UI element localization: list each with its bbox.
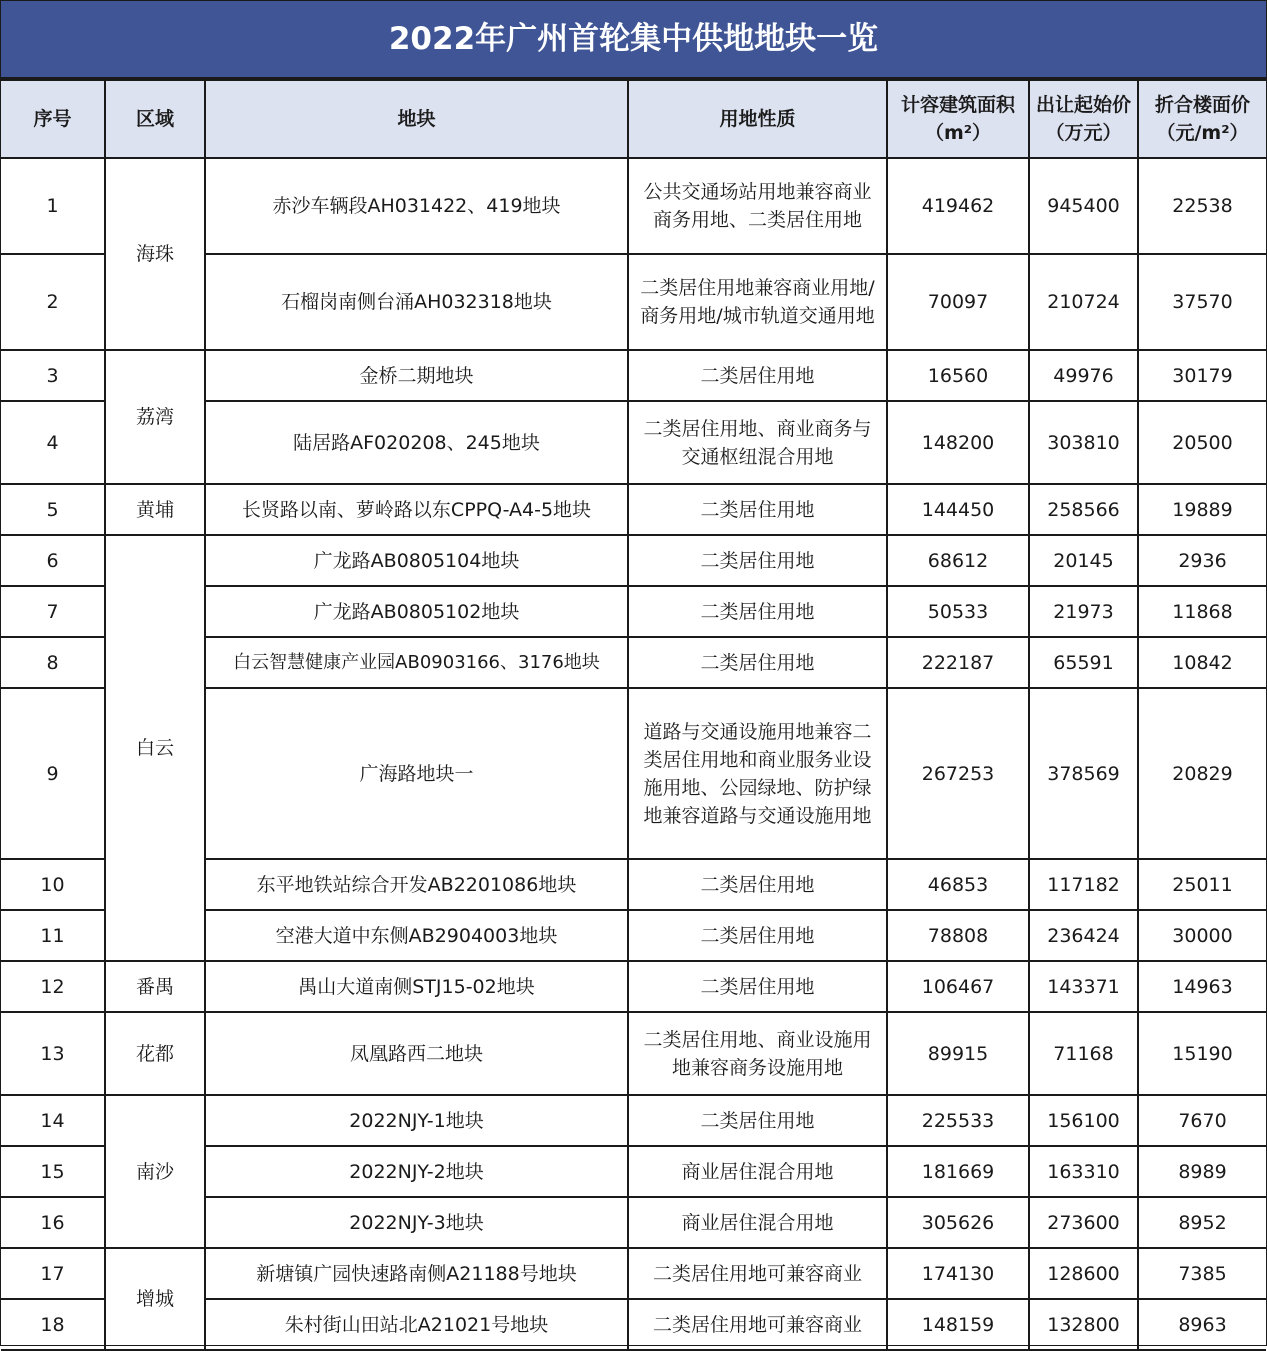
land-use-line: 二类居住用地可兼容商业 bbox=[652, 1262, 862, 1285]
cell-floor-price: 8989 bbox=[1138, 1146, 1266, 1197]
table-row bbox=[1, 535, 1266, 586]
land-use-line: 二类居住用地 bbox=[700, 975, 815, 998]
cell-no: 16 bbox=[1, 1197, 105, 1248]
cell-land-use bbox=[628, 535, 887, 586]
cell-start-price: 163310 bbox=[1029, 1146, 1138, 1197]
land-use-line: 二类居住用地可兼容商业 bbox=[652, 1313, 862, 1336]
land-use-line: 二类居住用地、商业商务与 bbox=[643, 417, 872, 440]
cell-area: 267253 bbox=[887, 688, 1029, 859]
cell-floor-price: 10842 bbox=[1138, 637, 1266, 688]
cell-no: 9 bbox=[1, 688, 105, 859]
cell-floor-price: 22538 bbox=[1138, 158, 1266, 254]
table-row bbox=[1, 158, 1266, 254]
cell-start-price: 945400 bbox=[1029, 158, 1138, 254]
land-use-line: 二类居住用地 bbox=[700, 600, 815, 623]
cell-parcel: 2022NJY-1地块 bbox=[205, 1095, 628, 1146]
cell-area: 305626 bbox=[887, 1197, 1029, 1248]
cell-floor-price: 7385 bbox=[1138, 1248, 1266, 1299]
land-use-line: 二类居住用地 bbox=[700, 873, 815, 896]
header-parcel: 地块 bbox=[205, 80, 628, 158]
cell-parcel: 广龙路AB0805104地块 bbox=[205, 535, 628, 586]
header-floor-price bbox=[1138, 80, 1266, 158]
cell-start-price: 378569 bbox=[1029, 688, 1138, 859]
cell-area: 419462 bbox=[887, 158, 1029, 254]
cell-floor-price: 8963 bbox=[1138, 1299, 1266, 1350]
cell-parcel: 广龙路AB0805102地块 bbox=[205, 586, 628, 637]
cell-parcel: 白云智慧健康产业园AB0903166、3176地块 bbox=[205, 637, 628, 688]
cell-area: 46853 bbox=[887, 859, 1029, 910]
table-row bbox=[1, 484, 1266, 535]
cell-floor-price: 8952 bbox=[1138, 1197, 1266, 1248]
header-price bbox=[1029, 80, 1138, 158]
cell-start-price: 258566 bbox=[1029, 484, 1138, 535]
cell-area: 16560 bbox=[887, 350, 1029, 401]
land-use-line: 二类居住用地 bbox=[700, 924, 815, 947]
cell-no: 4 bbox=[1, 401, 105, 484]
cell-start-price: 273600 bbox=[1029, 1197, 1138, 1248]
cell-floor-price: 37570 bbox=[1138, 254, 1266, 350]
cell-no: 15 bbox=[1, 1146, 105, 1197]
cell-no: 13 bbox=[1, 1012, 105, 1095]
cell-start-price: 117182 bbox=[1029, 859, 1138, 910]
cell-parcel: 新塘镇广园快速路南侧A21188号地块 bbox=[205, 1248, 628, 1299]
cell-area: 89915 bbox=[887, 1012, 1029, 1095]
cell-land-use bbox=[628, 1299, 887, 1350]
land-use-line: 施用地、公园绿地、防护绿 bbox=[643, 776, 872, 799]
cell-district: 花都 bbox=[105, 1012, 205, 1095]
cell-land-use bbox=[628, 350, 887, 401]
cell-start-price: 20145 bbox=[1029, 535, 1138, 586]
cell-floor-price: 20829 bbox=[1138, 688, 1266, 859]
cell-no: 17 bbox=[1, 1248, 105, 1299]
cell-area: 78808 bbox=[887, 910, 1029, 961]
cell-start-price: 49976 bbox=[1029, 350, 1138, 401]
cell-floor-price: 7670 bbox=[1138, 1095, 1266, 1146]
cell-no: 8 bbox=[1, 637, 105, 688]
land-use-line: 二类居住用地 bbox=[700, 549, 815, 572]
cell-land-use bbox=[628, 254, 887, 350]
header-floor-line2: （元/m²） bbox=[1156, 122, 1249, 144]
cell-land-use bbox=[628, 586, 887, 637]
cell-district: 白云 bbox=[105, 535, 205, 961]
header-floor-line1: 折合楼面价 bbox=[1154, 94, 1250, 116]
cell-start-price: 65591 bbox=[1029, 637, 1138, 688]
land-use-line: 二类居住用地 bbox=[700, 1109, 815, 1132]
land-use-line: 道路与交通设施用地兼容二 bbox=[643, 720, 872, 743]
land-use-line: 二类居住用地兼容商业用地/ bbox=[640, 277, 875, 299]
cell-no: 14 bbox=[1, 1095, 105, 1146]
land-use-line: 商务用地、二类居住用地 bbox=[652, 209, 862, 231]
cell-floor-price: 25011 bbox=[1138, 859, 1266, 910]
cell-no: 12 bbox=[1, 961, 105, 1012]
cell-no: 18 bbox=[1, 1299, 105, 1350]
header-area-line1: 计容建筑面积 bbox=[900, 94, 1015, 116]
cell-parcel: 广海路地块一 bbox=[205, 688, 628, 859]
header-district: 区域 bbox=[105, 80, 205, 158]
cell-start-price: 132800 bbox=[1029, 1299, 1138, 1350]
cell-area: 144450 bbox=[887, 484, 1029, 535]
header-use: 用地性质 bbox=[628, 80, 887, 158]
cell-no: 10 bbox=[1, 859, 105, 910]
land-use-line: 类居住用地和商业服务业设 bbox=[643, 748, 872, 771]
cell-start-price: 210724 bbox=[1029, 254, 1138, 350]
cell-parcel: 金桥二期地块 bbox=[205, 350, 628, 401]
cell-land-use bbox=[628, 910, 887, 961]
cell-floor-price: 30179 bbox=[1138, 350, 1266, 401]
cell-start-price: 143371 bbox=[1029, 961, 1138, 1012]
cell-district: 荔湾 bbox=[105, 350, 205, 484]
cell-area: 174130 bbox=[887, 1248, 1029, 1299]
cell-no: 6 bbox=[1, 535, 105, 586]
table-title: 2022年广州首轮集中供地地块一览 bbox=[1, 1, 1266, 79]
cell-parcel: 陆居路AF020208、245地块 bbox=[205, 401, 628, 484]
cell-land-use bbox=[628, 859, 887, 910]
cell-start-price: 303810 bbox=[1029, 401, 1138, 484]
cell-no: 2 bbox=[1, 254, 105, 350]
cell-area: 181669 bbox=[887, 1146, 1029, 1197]
land-use-line: 商业居住混合用地 bbox=[681, 1160, 834, 1183]
cell-parcel: 2022NJY-3地块 bbox=[205, 1197, 628, 1248]
header-price-line1: 出让起始价 bbox=[1035, 94, 1131, 116]
cell-land-use bbox=[628, 688, 887, 859]
cell-floor-price: 2936 bbox=[1138, 535, 1266, 586]
cell-start-price: 236424 bbox=[1029, 910, 1138, 961]
cell-no: 7 bbox=[1, 586, 105, 637]
cell-district: 海珠 bbox=[105, 158, 205, 350]
cell-parcel: 石榴岗南侧台涌AH032318地块 bbox=[205, 254, 628, 350]
cell-area: 70097 bbox=[887, 254, 1029, 350]
cell-land-use bbox=[628, 484, 887, 535]
cell-district: 增城 bbox=[105, 1248, 205, 1350]
land-use-line: 商业居住混合用地 bbox=[681, 1211, 834, 1234]
cell-land-use bbox=[628, 1095, 887, 1146]
cell-land-use bbox=[628, 961, 887, 1012]
land-use-line: 二类居住用地 bbox=[700, 498, 815, 521]
cell-no: 1 bbox=[1, 158, 105, 254]
cell-area: 225533 bbox=[887, 1095, 1029, 1146]
cell-area: 106467 bbox=[887, 961, 1029, 1012]
land-use-line: 交通枢纽混合用地 bbox=[681, 445, 834, 468]
cell-no: 5 bbox=[1, 484, 105, 535]
cell-parcel: 朱村街山田站北A21021号地块 bbox=[205, 1299, 628, 1350]
cell-floor-price: 20500 bbox=[1138, 401, 1266, 484]
cell-area: 148200 bbox=[887, 401, 1029, 484]
land-use-line: 二类居住用地、商业设施用 bbox=[643, 1028, 872, 1051]
table-row bbox=[1, 1095, 1266, 1146]
cell-area: 50533 bbox=[887, 586, 1029, 637]
cell-land-use bbox=[628, 158, 887, 254]
land-use-line: 地兼容道路与交通设施用地 bbox=[643, 804, 872, 827]
cell-area: 222187 bbox=[887, 637, 1029, 688]
table-row bbox=[1, 1012, 1266, 1095]
cell-parcel: 禺山大道南侧STJ15-02地块 bbox=[205, 961, 628, 1012]
header-no: 序号 bbox=[1, 80, 105, 158]
header-area-line2: （m²） bbox=[924, 122, 992, 144]
land-use-line: 二类居住用地 bbox=[700, 364, 815, 387]
land-use-line: 二类居住用地 bbox=[700, 651, 815, 674]
cell-parcel: 2022NJY-2地块 bbox=[205, 1146, 628, 1197]
land-use-line: 公共交通场站用地兼容商业 bbox=[643, 181, 872, 203]
cell-land-use bbox=[628, 1012, 887, 1095]
cell-district: 番禺 bbox=[105, 961, 205, 1012]
cell-start-price: 21973 bbox=[1029, 586, 1138, 637]
cell-no: 11 bbox=[1, 910, 105, 961]
cell-parcel: 长贤路以南、萝岭路以东CPPQ-A4-5地块 bbox=[205, 484, 628, 535]
table-body bbox=[1, 158, 1266, 1350]
cell-parcel: 东平地铁站综合开发AB2201086地块 bbox=[205, 859, 628, 910]
cell-start-price: 156100 bbox=[1029, 1095, 1138, 1146]
land-parcel-table bbox=[1, 79, 1266, 1351]
cell-land-use bbox=[628, 1197, 887, 1248]
cell-floor-price: 14963 bbox=[1138, 961, 1266, 1012]
cell-parcel: 凤凰路西二地块 bbox=[205, 1012, 628, 1095]
land-use-line: 地兼容商务设施用地 bbox=[671, 1056, 843, 1079]
cell-land-use bbox=[628, 1146, 887, 1197]
cell-parcel: 赤沙车辆段AH031422、419地块 bbox=[205, 158, 628, 254]
cell-district: 黄埔 bbox=[105, 484, 205, 535]
header-area bbox=[887, 80, 1029, 158]
header-price-line2: （万元） bbox=[1045, 122, 1122, 144]
cell-land-use bbox=[628, 637, 887, 688]
table-row bbox=[1, 1248, 1266, 1299]
cell-area: 148159 bbox=[887, 1299, 1029, 1350]
land-use-line: 商务用地/城市轨道交通用地 bbox=[640, 305, 875, 327]
cell-floor-price: 30000 bbox=[1138, 910, 1266, 961]
cell-start-price: 128600 bbox=[1029, 1248, 1138, 1299]
cell-floor-price: 19889 bbox=[1138, 484, 1266, 535]
cell-area: 68612 bbox=[887, 535, 1029, 586]
cell-no: 3 bbox=[1, 350, 105, 401]
table-row bbox=[1, 961, 1266, 1012]
cell-parcel: 空港大道中东侧AB2904003地块 bbox=[205, 910, 628, 961]
cell-start-price: 71168 bbox=[1029, 1012, 1138, 1095]
cell-floor-price: 15190 bbox=[1138, 1012, 1266, 1095]
cell-land-use bbox=[628, 1248, 887, 1299]
cell-floor-price: 11868 bbox=[1138, 586, 1266, 637]
cell-district: 南沙 bbox=[105, 1095, 205, 1248]
header-row bbox=[1, 80, 1266, 158]
cell-land-use bbox=[628, 401, 887, 484]
table-row bbox=[1, 350, 1266, 401]
